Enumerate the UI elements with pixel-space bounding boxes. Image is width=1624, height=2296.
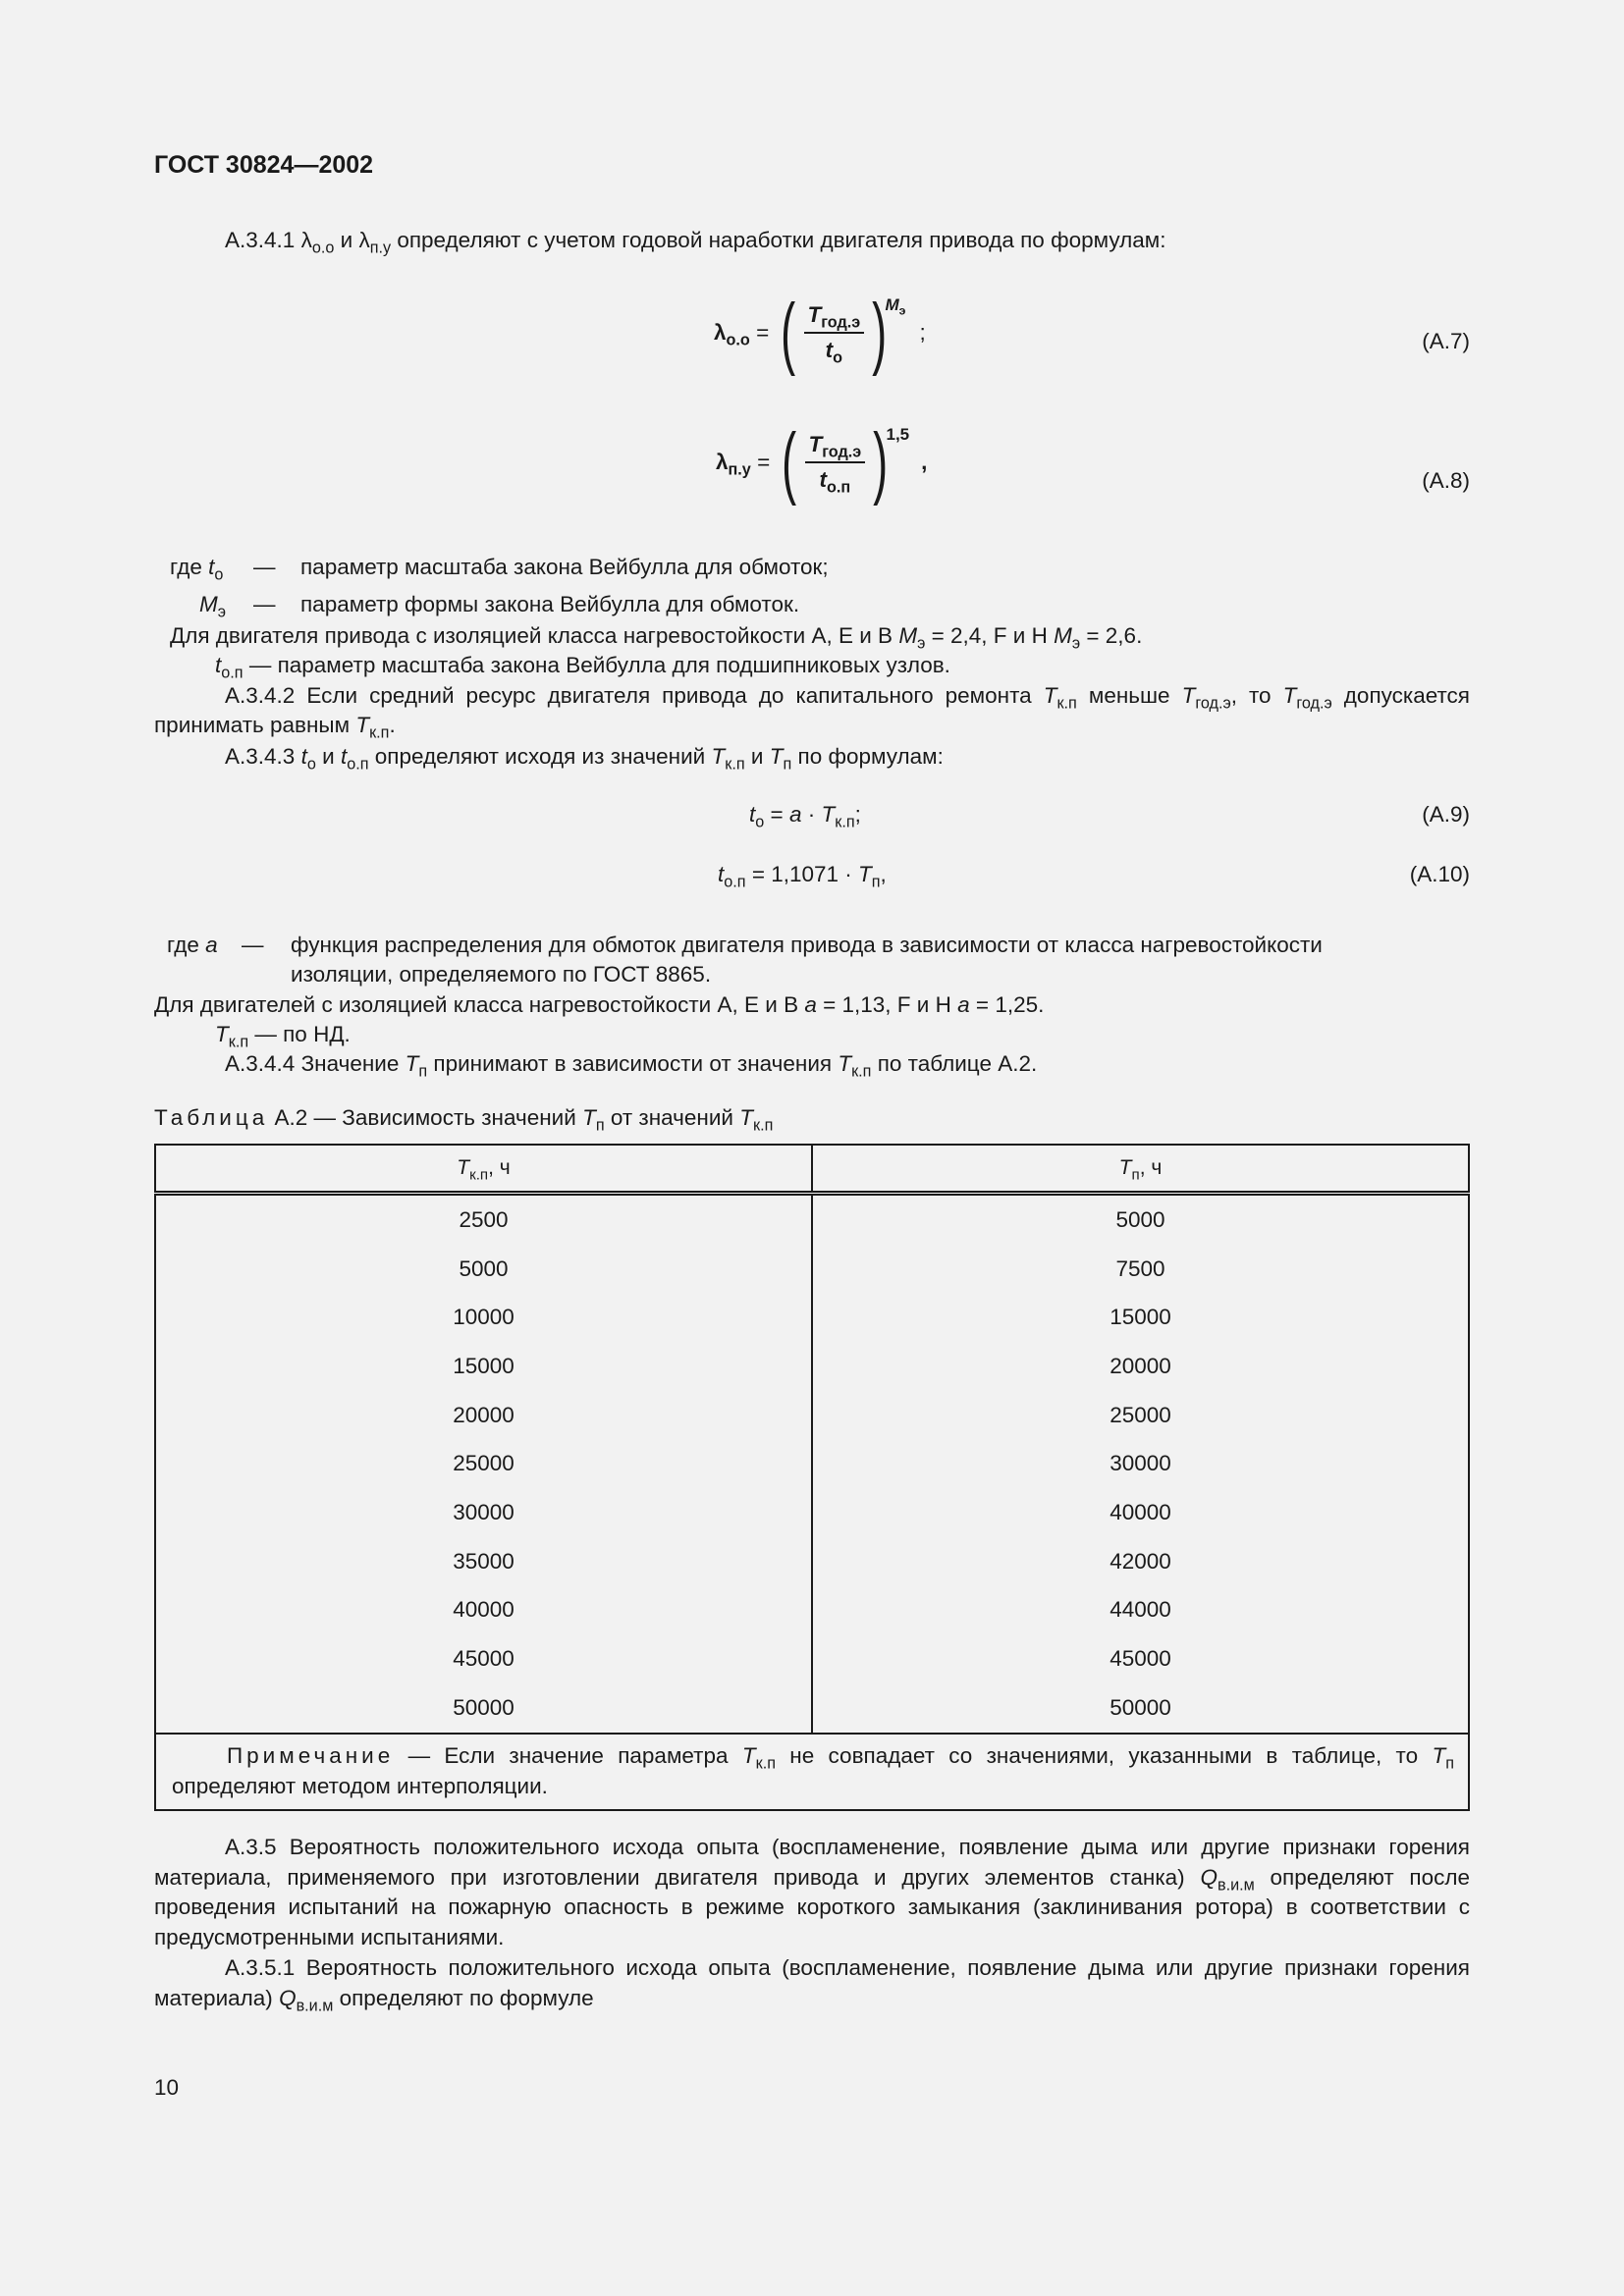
formula-a7 — [714, 288, 926, 377]
table-row — [155, 1293, 1469, 1342]
column-header: $T_{к.п}$, ч — [155, 1145, 812, 1194]
cell-tkp: 45000 — [155, 1634, 812, 1683]
clause-number: А.3.4.1 — [225, 228, 296, 252]
dash: — — [242, 933, 264, 957]
cell-tp: 7500 — [812, 1245, 1469, 1294]
formula-lhs: $\lambda_{п.у}$ = — [716, 450, 771, 479]
cell-tp: 44000 — [812, 1586, 1469, 1635]
cell-tkp: 30000 — [155, 1488, 812, 1537]
right-paren: ) — [872, 288, 888, 377]
symbol: $\lambda_{о.о}$ — [300, 228, 335, 257]
table-note-row — [155, 1734, 1469, 1810]
cell-tkp: 25000 — [155, 1439, 812, 1488]
where-item: где $t_о$ — [170, 555, 224, 584]
document-header: ГОСТ 30824—2002 — [154, 151, 374, 179]
where-item: $M_э$ — [199, 592, 227, 621]
table-row — [155, 1194, 1469, 1245]
cell-tp: 42000 — [812, 1537, 1469, 1586]
dash: — — [253, 592, 276, 616]
where-item: где a — [167, 933, 218, 957]
table-body — [155, 1194, 1469, 1734]
table-header-row — [155, 1145, 1469, 1194]
table-row — [155, 1537, 1469, 1586]
cell-tkp: 10000 — [155, 1293, 812, 1342]
table-row — [155, 1586, 1469, 1635]
cell-tp: 45000 — [812, 1634, 1469, 1683]
table-note: Примечание — Если значение параметра $T_{к.п}$ не совпадает со значениями, указанными в таблице, то $T_п$ определяют методом интерполяции. — [155, 1734, 1469, 1810]
table-caption: Таблица А.2 — Зависимость значений $T_п$ от значений $T_{к.п}$ — [154, 1105, 774, 1135]
cell-tkp: 2500 — [155, 1194, 812, 1245]
formula-tail: ; — [919, 320, 926, 345]
right-paren: ) — [873, 417, 889, 507]
fraction: $\frac{T_{год.э}}{t_о}$ — [804, 300, 865, 365]
column-header: $T_п$, ч — [812, 1145, 1469, 1194]
formula-a10: $t_{о.п} = 1,1071 \cdot T_п$, — [718, 862, 887, 891]
page-number: 10 — [154, 2075, 180, 2100]
paragraph-a351: А.3.5.1 Вероятность положительного исхода опыта (воспламенение, появление дыма или другие признаки горения материала) $Q_{в.и.м}$ определяют по формуле — [154, 1955, 1470, 2015]
cell-tp: 50000 — [812, 1683, 1469, 1734]
cell-tkp: 20000 — [155, 1391, 812, 1440]
where-definition: параметр масштаба закона Вейбулла для обмоток; — [300, 555, 829, 579]
exponent: $M_э$ — [885, 295, 906, 318]
paragraph-tkp: $T_{к.п}$ — по НД. — [215, 1022, 351, 1051]
paragraph-insulation-2: Для двигателей с изоляцией класса нагревостойкости А, Е и В a = 1,13, F и H a = 1,25. — [154, 992, 1045, 1017]
formula-a9: $t_о = a \cdot T_{к.п}$; — [749, 802, 861, 831]
left-paren: ( — [781, 288, 796, 377]
cell-tkp: 40000 — [155, 1586, 812, 1635]
data-table — [154, 1144, 1470, 1811]
where-definition-line: изоляции, определяемого по ГОСТ 8865. — [291, 962, 712, 987]
paragraph-insulation: Для двигателя привода с изоляцией класса нагревостойкости А, Е и В $M_э = 2,4$, F и H $M_э = 2,6$. — [170, 623, 1143, 653]
cell-tkp: 50000 — [155, 1683, 812, 1734]
table-row — [155, 1391, 1469, 1440]
cell-tp: 5000 — [812, 1194, 1469, 1245]
where-definition-line: функция распределения для обмоток двигателя привода в зависимости от класса нагревостойкости — [291, 933, 1323, 957]
exponent: 1,5 — [886, 425, 910, 444]
table-row — [155, 1488, 1469, 1537]
table-row — [155, 1683, 1469, 1734]
table-row — [155, 1342, 1469, 1391]
cell-tkp: 5000 — [155, 1245, 812, 1294]
fraction: $\frac{T_{год.э}}{t_{о.п}}$ — [805, 430, 866, 495]
paragraph-a344: А.3.4.4 Значение $T_п$ принимают в зависимости от значения $T_{к.п}$ по таблице А.2. — [225, 1051, 1038, 1081]
text: и — [340, 228, 353, 252]
paragraph-a343: А.3.4.3 $t_о$ и $t_{о.п}$ определяют исходя из значений $T_{к.п}$ и $T_п$ по формулам: — [225, 744, 944, 774]
dash: — — [253, 555, 276, 579]
paragraph-a342: А.3.4.2 Если средний ресурс двигателя привода до капитального ремонта $T_{к.п}$ меньше $T_{год.э}$, то $T_{год.э}$ допускается принимать равным $T_{к.п}$. — [154, 683, 1470, 742]
where-definition: параметр формы закона Вейбулла для обмоток. — [300, 592, 800, 616]
table-row — [155, 1245, 1469, 1294]
cell-tp: 30000 — [812, 1439, 1469, 1488]
cell-tkp: 35000 — [155, 1537, 812, 1586]
table-row — [155, 1439, 1469, 1488]
paragraph-ton: $t_{о.п}$ — параметр масштаба закона Вейбулла для подшипниковых узлов. — [215, 653, 950, 682]
cell-tkp: 15000 — [155, 1342, 812, 1391]
left-paren: ( — [782, 417, 797, 507]
cell-tp: 40000 — [812, 1488, 1469, 1537]
cell-tp: 20000 — [812, 1342, 1469, 1391]
paragraph-a341 — [225, 226, 1165, 255]
equation-label: (А.10) — [1409, 862, 1470, 886]
cell-tp: 25000 — [812, 1391, 1469, 1440]
paragraph-a35: А.3.5 Вероятность положительного исхода опыта (воспламенение, появление дыма или другие признаки горения материала, применяемого при изготовлении двигателя привода и других элементов станка) $Q_{в.и.м}$ определяют после проведения испытаний на пожарную опасность в режиме короткого замыкания (заклинивания ротора) в соответствии с предусмотренными испытаниями. — [154, 1835, 1470, 1949]
cell-tp: 15000 — [812, 1293, 1469, 1342]
formula-a8 — [716, 417, 928, 507]
equation-label: (А.8) — [1422, 468, 1470, 493]
formula-tail: , — [921, 450, 928, 474]
symbol: $\lambda_{п.у}$ — [358, 228, 392, 257]
formula-lhs: $\lambda_{о.о}$ = — [714, 320, 770, 349]
equation-label: (А.7) — [1422, 329, 1470, 353]
table-row — [155, 1634, 1469, 1683]
equation-label: (А.9) — [1422, 802, 1470, 827]
text: определяют с учетом годовой наработки двигателя привода по формулам: — [397, 228, 1166, 252]
